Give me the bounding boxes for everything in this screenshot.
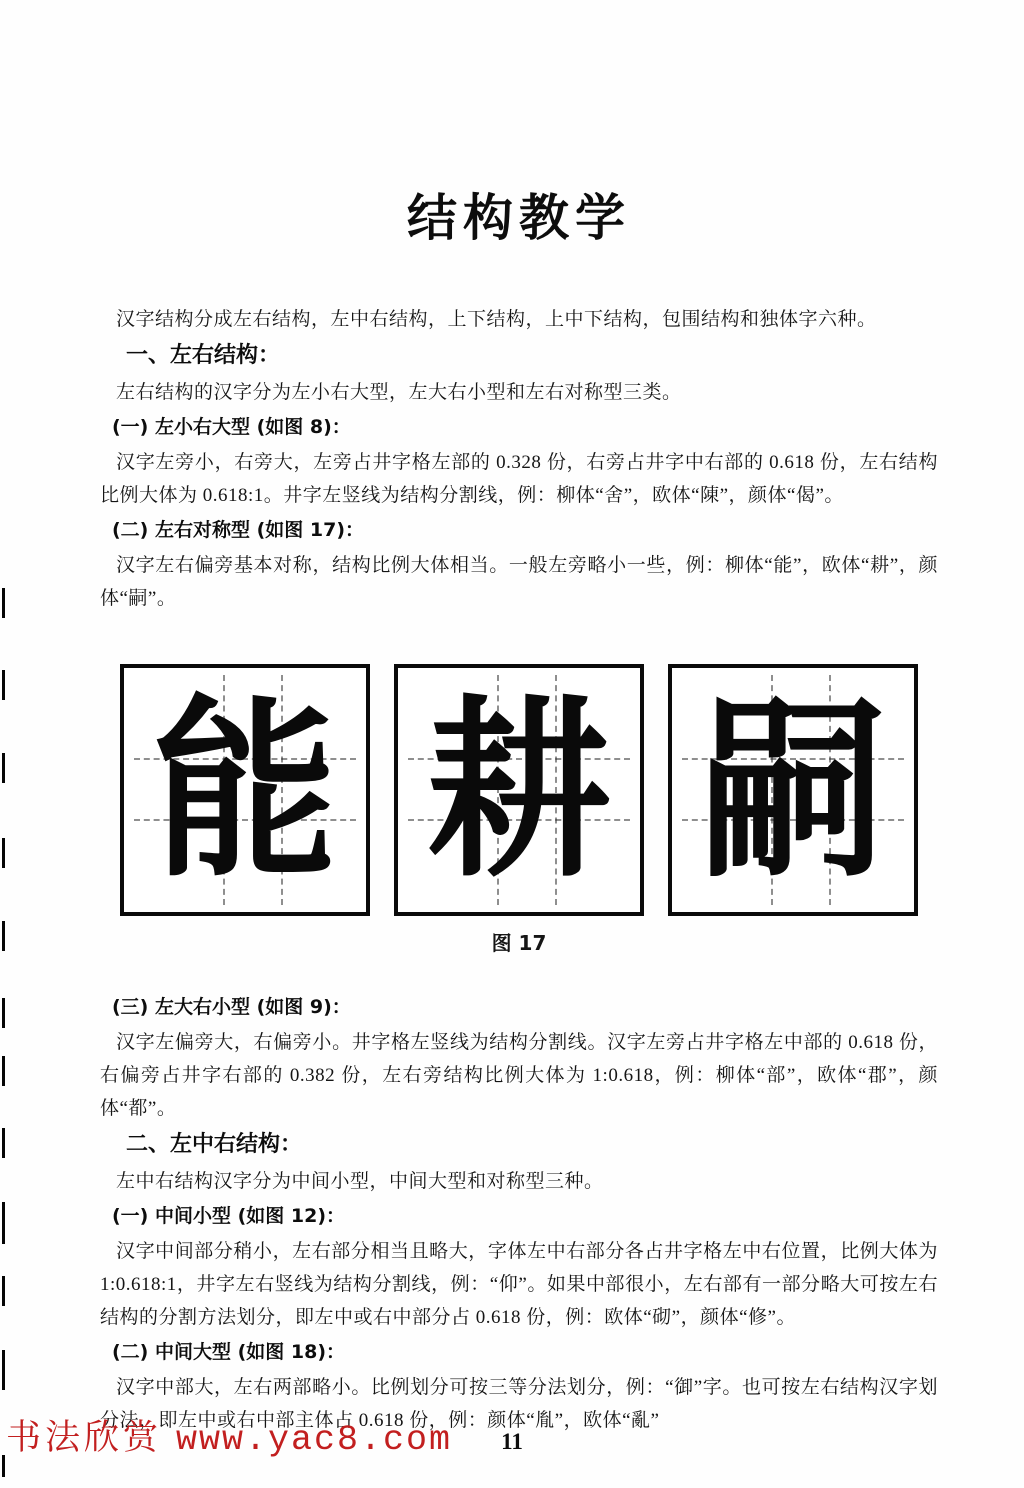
scan-artifact-tick	[2, 998, 5, 1028]
scan-artifact-tick	[2, 838, 5, 868]
scan-artifact-tick	[2, 1128, 5, 1158]
scan-artifact-tick	[2, 1455, 5, 1477]
heading-left-center-right-structure: 二、左中右结构：	[126, 1132, 303, 1157]
heading-left-right-symmetric: (二) 左右对称型 (如图 17)：	[112, 519, 365, 541]
watermark-site-url: www.yac8.com	[176, 1420, 453, 1460]
calligraphy-box-si	[668, 664, 918, 916]
heading-middle-small: (一) 中间小型 (如图 12)：	[112, 1205, 346, 1227]
calligraphy-character: 能	[152, 676, 338, 903]
scan-artifact-tick	[2, 1202, 5, 1244]
intro-paragraph: 汉字结构分成左右结构，左中右结构，上下结构，上中下结构，包围结构和独体字六种。	[116, 309, 877, 330]
calligraphy-character: 耕	[426, 676, 612, 903]
scan-artifact-tick	[2, 753, 5, 783]
heading-big-left-small-right: (三) 左大右小型 (如图 9)：	[112, 996, 351, 1018]
scan-artifact-tick	[2, 1056, 5, 1086]
calligraphy-character: 嗣	[700, 676, 886, 903]
paragraph-big-left-small-right: 汉字左偏旁大，右偏旁小。井字格左竖线为结构分割线。汉字左旁占井字格左中部的 0.618 份，右偏旁占井字右部的 0.382 份，左右旁结构比例大体为 1:0.618，例：柳体“部”，欧体“郡”，颜体“都”。	[100, 1032, 938, 1119]
heading-small-left-big-right: (一) 左小右大型 (如图 8)：	[112, 416, 351, 438]
scan-artifact-tick	[2, 670, 5, 700]
scan-artifact-tick	[2, 1276, 5, 1306]
paragraph-small-left-big-right: 汉字左旁小，右旁大，左旁占井字格左部的 0.328 份，右旁占井字中右部的 0.618 份，左右结构比例大体为 0.618:1。井字左竖线为结构分割线，例：柳体“舍”，欧体“陳”，颜体“偈”。	[100, 452, 938, 506]
calligraphy-box-geng	[394, 664, 644, 916]
calligraphy-box-neng	[120, 664, 370, 916]
paragraph-left-right: 左右结构的汉字分为左小右大型，左大右小型和左右对称型三类。	[116, 382, 682, 403]
paragraph-middle-big: 汉字中部大，左右两部略小。比例划分可按三等分法划分，例：“御”字。也可按左右结构汉字划分法，即左中或右中部主体占 0.618 份，例：颜体“胤”，欧体“亂”	[100, 1377, 938, 1431]
page-content	[100, 0, 938, 1437]
heading-middle-big: (二) 中间大型 (如图 18)：	[112, 1341, 346, 1363]
page-title: 结构教学	[407, 189, 631, 247]
scan-artifact-tick	[2, 921, 5, 951]
page-number: 11	[501, 1429, 523, 1454]
paragraph-left-center-right: 左中右结构汉字分为中间小型，中间大型和对称型三种。	[116, 1171, 604, 1192]
scan-artifact-tick	[2, 588, 5, 618]
figure-17-calligraphy-examples	[120, 664, 938, 916]
heading-left-right-structure: 一、左右结构：	[126, 343, 281, 368]
watermark-site-name: 书法欣赏	[6, 1418, 163, 1458]
scan-artifact-tick	[2, 1350, 5, 1390]
paragraph-middle-small: 汉字中间部分稍小，左右部分相当且略大，字体左中右部分各占井字格左中右位置，比例大体为 1:0.618:1，井字左右竖线为结构分割线，例：“仰”。如果中部很小，左右部有一部分略大可按左右结构的分割方法划分，即左中或右中部分占 0.618 份，例：欧体“砌”，颜体“修”。	[100, 1241, 938, 1328]
figure-caption: 图 17	[491, 931, 547, 955]
paragraph-left-right-symmetric: 汉字左右偏旁基本对称，结构比例大体相当。一般左旁略小一些，例：柳体“能”，欧体“耕”，颜体“嗣”。	[100, 555, 938, 609]
